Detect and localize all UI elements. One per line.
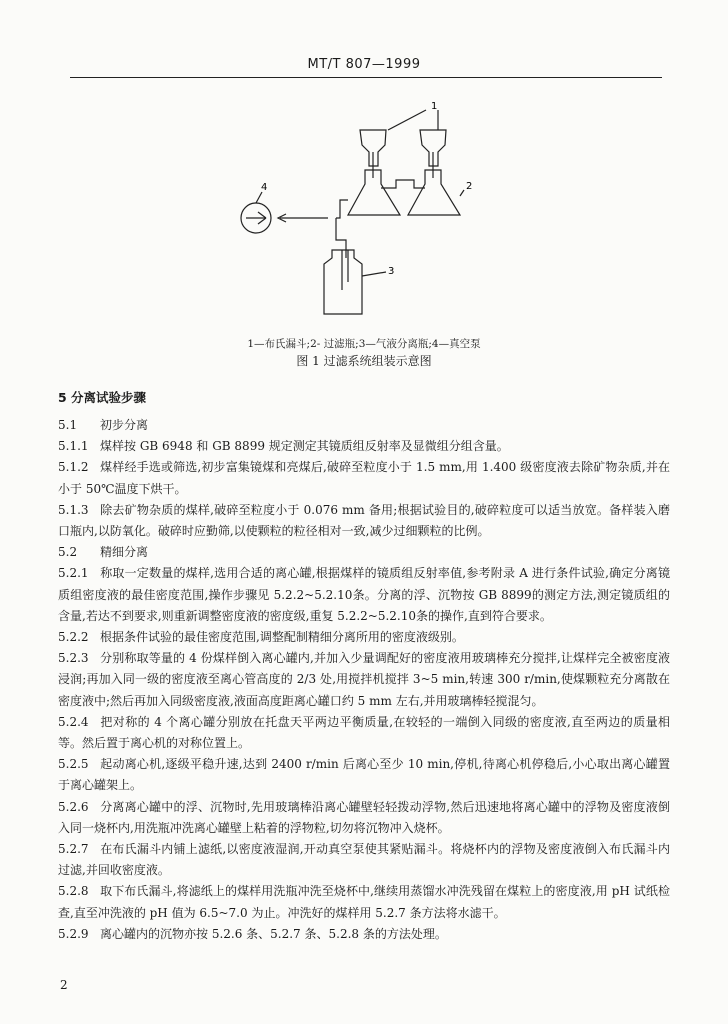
clause-text: 煤样按 GB 6948 和 GB 8899 规定测定其镜质组反射率及显微组分组含量。 xyxy=(100,439,509,454)
paragraph xyxy=(58,924,670,945)
clause-number: 5.2.6 xyxy=(58,799,89,814)
page-number: 2 xyxy=(60,978,68,992)
paragraph xyxy=(58,627,670,648)
filter-flask-left xyxy=(348,170,400,215)
figure-legend: 1—布氏漏斗;2- 过滤瓶;3—气液分离瓶;4—真空泵 xyxy=(247,338,481,350)
paragraph xyxy=(58,415,670,436)
clause-text: 把对称的 4 个离心罐分别放在托盘天平两边平衡质量,在较轻的一端倒入同级的密度液,直至两边的质量相等。然后置于离心机的对称位置上。 xyxy=(58,714,670,751)
label-4: 4 xyxy=(261,182,268,193)
clause-number: 5.2.1 xyxy=(58,566,89,581)
clause-number: 5.2.4 xyxy=(58,714,89,729)
clause-number: 5.2.2 xyxy=(58,630,89,645)
paragraph xyxy=(58,754,670,796)
document-body xyxy=(58,415,670,945)
label-3: 3 xyxy=(388,266,395,277)
paragraph xyxy=(58,881,670,923)
clause-text: 分别称取等量的 4 份煤样倒入离心罐内,并加入少量调配好的密度液用玻璃棒充分搅拌,让煤样完全被密度液浸润;再加入同一级的密度液至离心管高度的 2/3 处,用搅拌机搅拌 3~5 min,转速 300 r/min,使煤颗粒充分离散在密度液中;然后再加入同级密度液,液面高度距离心罐口约 5 mm 左右,并用玻璃棒轻搅混匀。 xyxy=(58,651,670,708)
clause-number: 5.2 xyxy=(58,545,78,560)
clause-text: 称取一定数量的煤样,选用合适的离心罐,根据煤样的镜质组反射率值,参考附录 A 进行条件试验,确定分离镜质组密度液的最佳密度范围,操作步骤见 5.2.2~5.2.10条。分离的浮、沉物按 GB 8899的测定方法,测定镜质组的含量,若达不到要求,则重新调整密度液的密度级,重复 5.2.2~5.2.10条的操作,直到符合要求。 xyxy=(58,566,670,623)
label-1: 1 xyxy=(431,101,438,112)
clause-number: 5.1.1 xyxy=(58,439,89,454)
paragraph xyxy=(58,648,670,712)
paragraph xyxy=(58,797,670,839)
filtration-system-diagram xyxy=(228,100,498,330)
clause-text: 在布氏漏斗内铺上滤纸,以密度液湿润,开动真空泵使其紧贴漏斗。将烧杯内的浮物及密度液倒入布氏漏斗内过滤,并回收密度液。 xyxy=(58,842,670,878)
figure-caption: 图 1 过滤系统组装示意图 xyxy=(296,354,432,368)
paragraph xyxy=(58,712,670,754)
clause-number: 5.1.2 xyxy=(58,460,89,475)
paragraph xyxy=(58,839,670,881)
paragraph xyxy=(58,542,670,563)
clause-text: 煤样经手选或筛选,初步富集镜煤和亮煤后,破碎至粒度小于 1.5 mm,用 1.400 级密度液去除矿物杂质,并在小于 50℃温度下烘干。 xyxy=(58,460,670,496)
section-title: 5 分离试验步骤 xyxy=(58,390,147,405)
label-2: 2 xyxy=(466,181,473,192)
clause-text: 除去矿物杂质的煤样,破碎至粒度小于 0.076 mm 备用;根据试验目的,破碎粒度可以适当放宽。备样装入磨口瓶内,以防氧化。破碎时应勤筛,以使颗粒的粒径相对一致,减少过细颗粒的比例。 xyxy=(58,502,670,539)
clause-number: 5.1.3 xyxy=(58,502,89,517)
paragraph xyxy=(58,500,670,542)
gas-liquid-separator xyxy=(324,250,362,314)
clause-number: 5.1 xyxy=(58,418,78,432)
clause-text: 起动离心机,逐级平稳升速,达到 2400 r/min 后离心至少 10 min,停机,待离心机停稳后,小心取出离心罐置于离心罐架上。 xyxy=(58,757,670,793)
paragraph xyxy=(58,563,670,627)
clause-text: 取下布氏漏斗,将滤纸上的煤样用洗瓶冲洗至烧杯中,继续用蒸馏水冲洗残留在煤粒上的密度液,用 pH 试纸检查,直至冲洗液的 pH 值为 6.5~7.0 为止。冲洗好的煤样用 5.2.7 条方法将水滤干。 xyxy=(58,884,670,920)
clause-text: 分离离心罐中的浮、沉物时,先用玻璃棒沿离心罐壁轻轻拨动浮物,然后迅速地将离心罐中的浮物及密度液倒入同一烧杯内,用洗瓶冲洗离心罐壁上粘着的浮物粒,切勿将沉物冲入烧杯。 xyxy=(58,799,670,835)
filter-flask-right xyxy=(408,170,460,215)
paragraph xyxy=(58,457,670,499)
clause-number: 5.2.3 xyxy=(58,651,89,666)
clause-text: 离心罐内的沉物亦按 5.2.6 条、5.2.7 条、5.2.8 条的方法处理。 xyxy=(100,926,447,941)
document-header: MT/T 807—1999 xyxy=(307,57,421,72)
paragraph xyxy=(58,436,670,457)
clause-number: 5.2.9 xyxy=(58,926,89,941)
clause-number: 5.2.8 xyxy=(58,884,89,899)
clause-text: 初步分离 xyxy=(100,418,149,432)
header-divider xyxy=(70,77,662,78)
clause-text: 根据条件试验的最佳密度范围,调整配制精细分离所用的密度液级别。 xyxy=(100,630,464,645)
clause-number: 5.2.5 xyxy=(58,757,89,772)
clause-text: 精细分离 xyxy=(100,545,149,560)
clause-number: 5.2.7 xyxy=(58,842,89,857)
